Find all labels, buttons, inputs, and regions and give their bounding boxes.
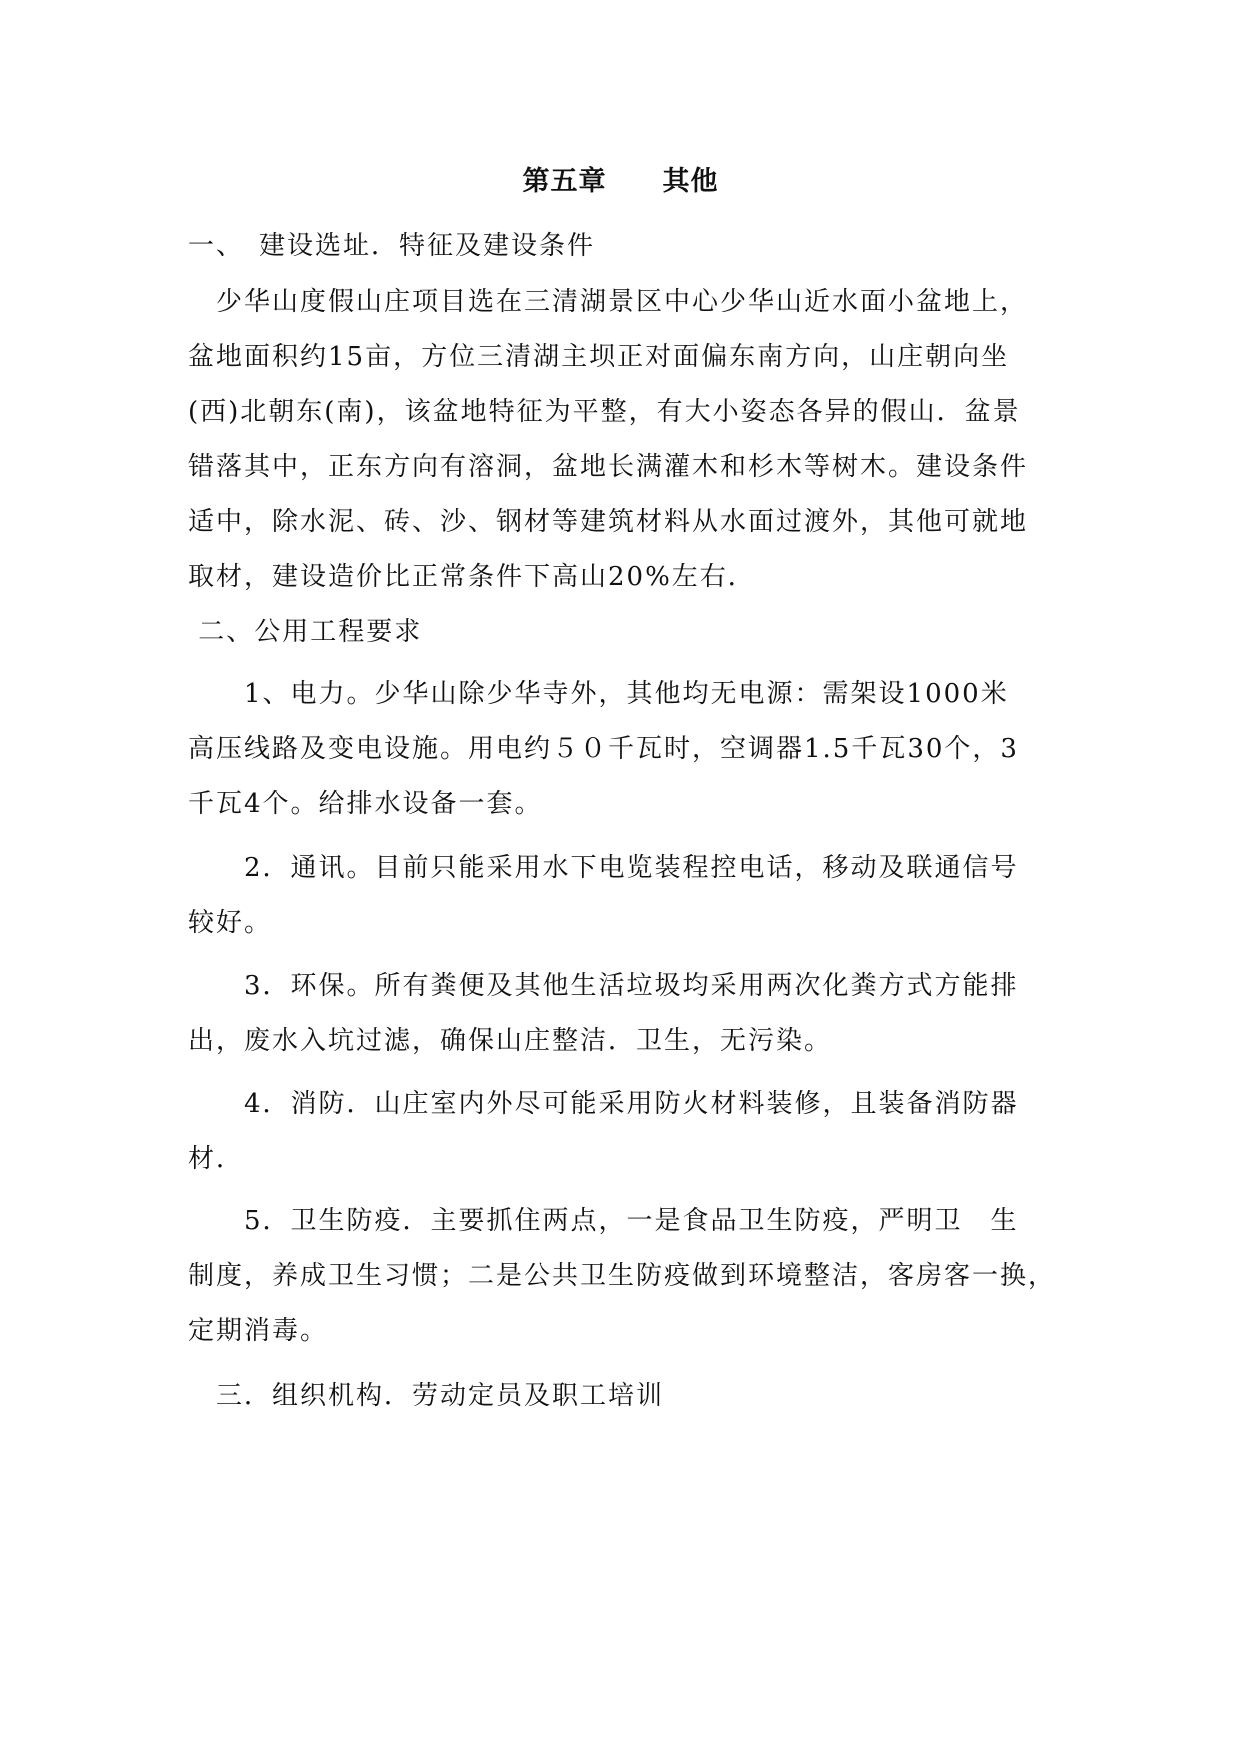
paragraph-line: (西)北朝东(南)，该盆地特征为平整，有大小姿态各异的假山．盆景 (188, 397, 1021, 427)
paragraph-line: 2．通讯。目前只能采用水下电览装程控电话，移动及联通信号 (188, 853, 1019, 883)
paragraph-line: 制度，养成卫生习惯；二是公共卫生防疫做到环境整洁，客房客一换， (188, 1261, 1057, 1291)
paragraph-line: 错落其中，正东方向有溶洞，盆地长满灌木和杉木等树木。建设条件 (188, 452, 1029, 482)
paragraph-line: 材． (188, 1144, 245, 1174)
paragraph-line: 适中，除水泥、砖、沙、钢材等建筑材料从水面过渡外，其他可就地 (188, 507, 1029, 537)
paragraph-line: 3．环保。所有粪便及其他生活垃圾均采用两次化粪方式方能排 (188, 971, 1019, 1001)
paragraph-line: 出，废水入坑过滤，确保山庄整洁．卫生，无污染。 (188, 1026, 833, 1056)
paragraph-line: 4．消防．山庄室内外尽可能采用防火材料装修，且装备消防器 (188, 1089, 1019, 1119)
section-heading-3: 三．组织机构．劳动定员及职工培训 (188, 1381, 665, 1411)
paragraph-line: 高压线路及变电设施。用电约５０千瓦时，空调器1.5千瓦30个，3 (188, 734, 1019, 764)
paragraph-line: 定期消毒。 (188, 1316, 329, 1346)
paragraph-line: 千瓦4个。给排水设备一套。 (188, 789, 543, 819)
paragraph-line: 盆地面积约15亩，方位三清湖主坝正对面偏东南方向，山庄朝向坐 (188, 342, 1010, 372)
paragraph-line: 取材，建设造价比正常条件下高山20%左右． (188, 562, 756, 592)
paragraph-line: 5．卫生防疫．主要抓住两点，一是食品卫生防疫，严明卫 生 (188, 1206, 1019, 1236)
paragraph-line: 少华山度假山庄项目选在三清湖景区中心少华山近水面小盆地上， (188, 287, 1029, 317)
paragraph-line: 1、电力。少华山除少华寺外，其他均无电源：需架设1000米 (188, 679, 1009, 709)
chapter-title: 第五章 其他 (522, 166, 719, 197)
section-heading-2: 二、公用工程要求 (188, 617, 423, 647)
section-heading-1: 一、 建设选址．特征及建设条件 (188, 231, 596, 261)
paragraph-line: 较好。 (188, 908, 273, 938)
